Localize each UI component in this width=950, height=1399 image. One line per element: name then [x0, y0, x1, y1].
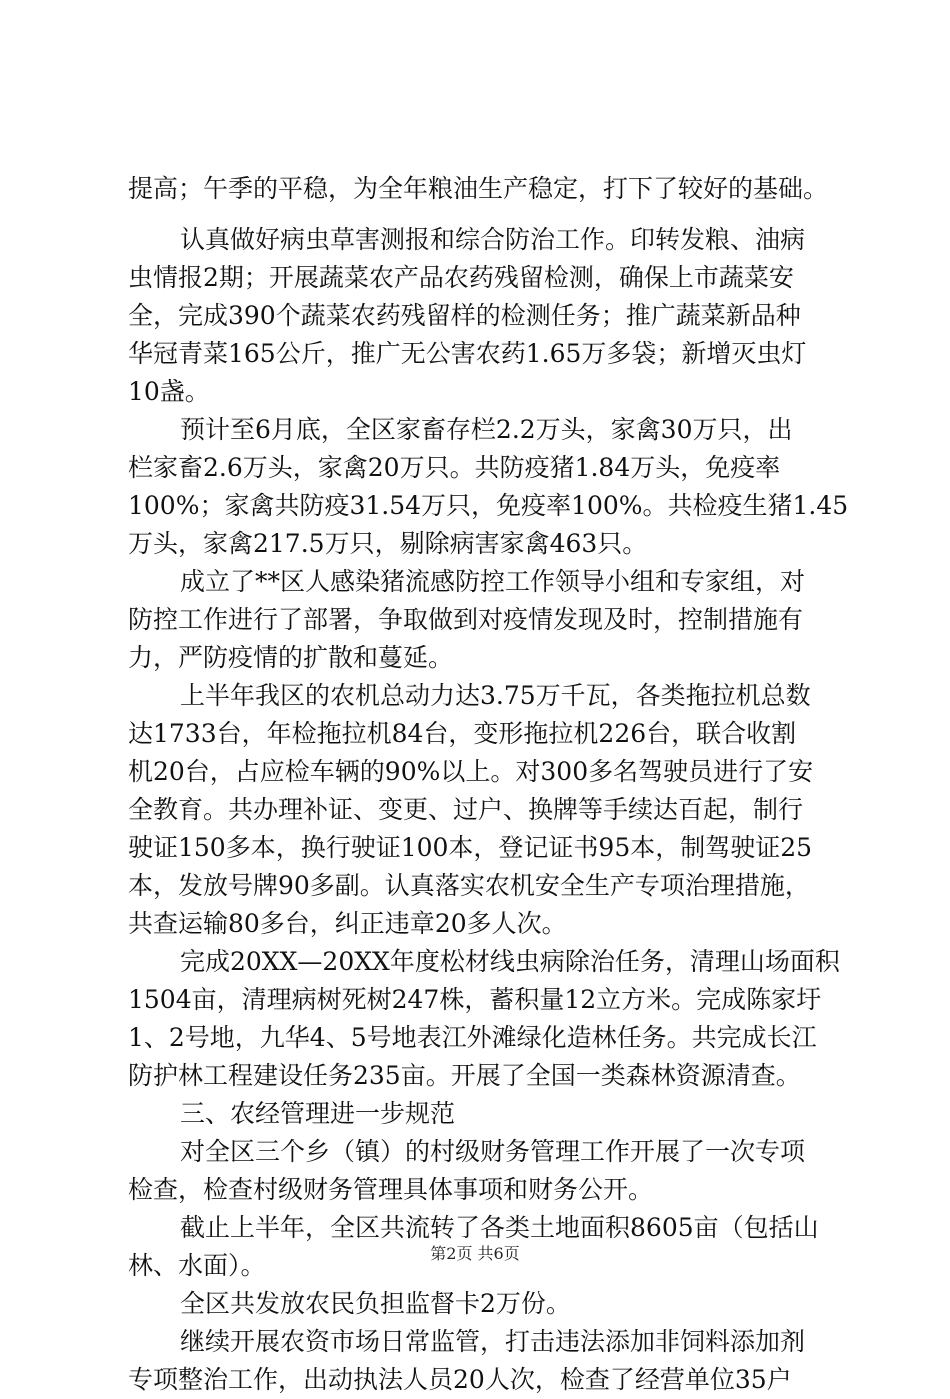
text-line: 专项整治工作，出动执法人员20人次，检查了经营单位35户 — [128, 1365, 792, 1394]
section-heading: 三、农经管理进一步规范 — [180, 1099, 456, 1128]
text-line: 1504亩，清理病树死树247株，蓄积量12立方米。完成陈家圩 — [128, 985, 822, 1014]
document-body — [128, 170, 849, 1399]
text-line: 全教育。共办理补证、变更、过户、换牌等手续达百起，制行 — [128, 795, 804, 824]
text-line: 力，严防疫情的扩散和蔓延。 — [128, 643, 454, 672]
text-line: 1、2号地，九华4、5号地表江外滩绿化造林任务。共完成长江 — [128, 1023, 817, 1052]
text-line: 共查运输80多台，纠正违章20多人次。 — [128, 909, 567, 938]
paragraph-first-line: 预计至6月底，全区家畜存栏2.2万头，家禽30万只，出 — [180, 415, 793, 444]
text-line: 驶证150多本，换行驶证100本，登记证书95本，制驾驶证25 — [128, 833, 813, 862]
text-line: 本，发放号牌90多副。认真落实农机安全生产专项治理措施， — [128, 871, 810, 900]
text-line: 栏家畜2.6万头，家禽20万只。共防疫猪1.84万头，免疫率 — [128, 453, 781, 482]
paragraph-first-line: 认真做好病虫草害测报和综合防治工作。印转发粮、油病 — [180, 225, 806, 254]
text-line: 机20台，占应检车辆的90%以上。对300多名驾驶员进行了安 — [128, 757, 814, 786]
text-line: 10盏。 — [128, 377, 210, 406]
paragraph-gap — [128, 208, 828, 221]
paragraph-first-line: 对全区三个乡（镇）的村级财务管理工作开展了一次专项 — [180, 1137, 806, 1166]
paragraph-first-line: 全区共发放农民负担监督卡2万份。 — [180, 1289, 571, 1318]
text-line: 防护林工程建设任务235亩。开展了全国一类森林资源清查。 — [128, 1061, 801, 1090]
text-line: 达1733台，年检拖拉机84台，变形拖拉机226台，联合收割 — [128, 719, 797, 748]
text-line: 提高；午季的平稳，为全年粮油生产稳定，打下了较好的基础。 — [128, 174, 829, 203]
text-line: 华冠青菜165公斤，推广无公害农药1.65万多袋；新增灭虫灯 — [128, 339, 807, 368]
paragraph-first-line: 成立了**区人感染猪流感防控工作领导小组和专家组，对 — [180, 567, 806, 596]
paragraph-first-line: 上半年我区的农机总动力达3.75万千瓦，各类拖拉机总数 — [180, 681, 811, 710]
text-line: 100%；家禽共防疫31.54万只，免疫率100%。共检疫生猪1.45 — [128, 491, 849, 520]
text-line: 林、水面）。 — [128, 1251, 266, 1280]
text-line: 防控工作进行了部署，争取做到对疫情发现及时，控制措施有 — [128, 605, 804, 634]
paragraph-first-line: 完成20XX—20XX年度松材线虫病除治任务，清理山场面积 — [180, 947, 840, 976]
paragraph-first-line: 截止上半年，全区共流转了各类土地面积8605亩（包括山 — [180, 1213, 819, 1242]
paragraph-first-line: 继续开展农资市场日常监管，打击违法添加非饲料添加剂 — [180, 1327, 806, 1356]
page-number-footer: 第2页 共6页 — [430, 1244, 520, 1263]
text-line: 检查，检查村级财务管理具体事项和财务公开。 — [128, 1175, 654, 1204]
text-line: 万头，家禽217.5万只，剔除病害家禽463只。 — [128, 529, 648, 558]
text-line: 虫情报2期；开展蔬菜农产品农药残留检测，确保上市蔬菜安 — [128, 263, 794, 292]
text-line: 全，完成390个蔬菜农药残留样的检测任务；推广蔬菜新品种 — [128, 301, 801, 330]
